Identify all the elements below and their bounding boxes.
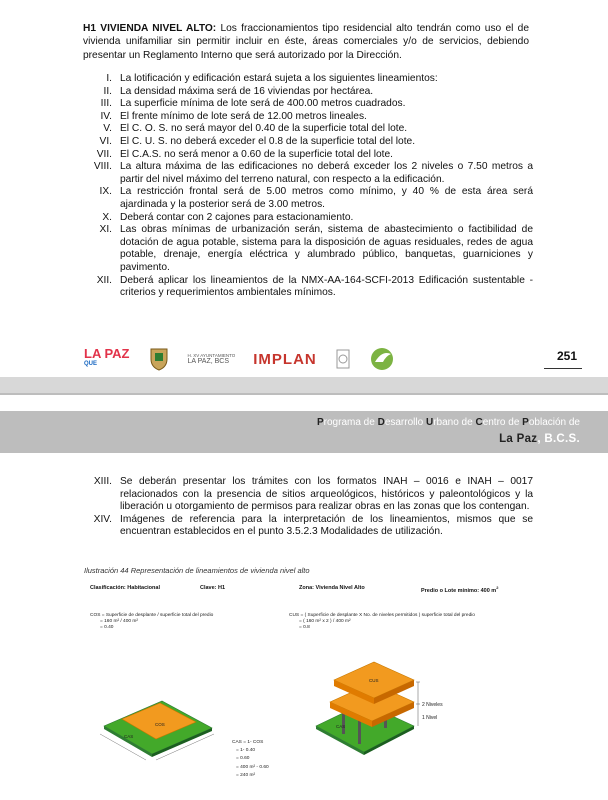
list-item [78,136,533,149]
list-item-number: I. [106,73,112,84]
list-item-number: V. [103,123,112,135]
logo-strip [84,342,399,376]
list-item-number: XIV. [93,513,112,525]
cus-formula: CUS = ( Superficie de desplante X No. de niveles permitidos ) superficie total del predio = ( 160 m² x 2 ) / 400 m² = 0.8 [289,613,475,631]
coat-of-arms-icon [148,347,170,371]
page-252 [0,395,608,800]
page-number: 251 [557,349,578,363]
cos-lot-diagram [100,701,214,760]
label-cas-left: CAS [124,734,134,739]
list-item-text: El C. U. S. no deberá exceder el 0.8 de la superficie total del lote. [120,135,416,147]
guidelines-list [78,73,533,300]
list-item-text: El C. O. S. no será mayor del 0.40 de la superficie total del lote. [120,123,408,135]
list-item-number: IV. [100,110,112,122]
list-item-text: La restricción frontal será de 5.00 metros como mínimo, y 40 % de esta área será ajardinada y la posterior será de 3.00 metros. [120,186,533,210]
list-item-text: Imágenes de referencia para la interpretación de los lineamientos, mismos que se encuentran establecidos en el punto 3.5.2.3 Modalidades de utilización. [120,513,533,538]
label-1-nivel: 1 Nivel [422,715,438,721]
list-item-text: Las obras mínimas de urbanización serán, sistema de abastecimiento o factibilidad de dotación de agua potable, sistema para la disposición de aguas residuales, redes de agua potable, drenaje, energía eléctrica y alumbrado público, banquetas, guarniciones y pavimento. [120,224,533,273]
list-item-text: Deberá aplicar los lineamientos de la NMX-AA-164-SCFI-2013 Edificación sustentable - criterios y requerimientos ambientales mínimos. [120,274,533,299]
list-item-text: Deberá contar con 2 cajones para estacionamiento. [120,211,354,223]
list-item [78,476,533,514]
page-separator [0,377,608,393]
cos-formula: COS = Superficie de desplante / superficie total del predio = 160 m² / 400 m² = 0.40 [90,613,214,631]
list-item-text: La altura máxima de las edificaciones no deberá exceder los 2 niveles o 7.50 metros a partir del nivel máximo del terreno natural, con respecto a la edificación. [120,161,533,185]
list-item-text: La densidad máxima será de 16 viviendas por hectárea. [120,85,374,97]
list-item-number: X. [102,211,112,223]
guidelines-list-continued [78,476,533,539]
list-item-text: Se deberán presentar los trámites con los formatos INAH – 0016 e INAH – 0017 relacionados con la presencia de sitios arqueológicos, históricos y paleontológicos y la liberación u otorgamiento de permisos para realizar obras en las zonas que los contengan. [120,476,533,513]
illustration-key: Clave: H1 [200,585,226,591]
list-item-number: VII. [96,148,112,160]
list-item [78,212,533,225]
illustration-min-lot: Predio o Lote mínimo: 400 $m^2$ [421,585,499,594]
list-item-number: VI. [99,135,112,147]
list-item-number: II. [103,85,112,97]
list-item [78,186,533,211]
illustration-caption: Ilustración 44 Representación de lineamientos de vivienda nivel alto [84,566,310,575]
list-item [78,123,533,136]
list-item [78,275,533,300]
list-item [78,224,533,274]
intro-paragraph [83,22,529,62]
list-item-text: El C.A.S. no será menor a 0.60 de la superficie total del lote. [120,148,393,160]
cas-formula: CAS = 1- COS = 1- 0.40 = 0.60 = 400 m² - 0.60 = 240 m² [232,740,269,778]
list-item [78,111,533,124]
list-item [78,514,533,539]
list-item [78,73,533,86]
label-cas-right: CAS [336,724,346,729]
page-251 [0,0,608,377]
label-cus: CUS [369,678,379,683]
banner-city: La Paz, B.C.S. [499,433,580,445]
la-paz-logo: LA PAZ QUE [84,346,130,367]
environment-logo-icon [369,346,399,372]
implan-logo: IMPLAN [253,350,317,368]
list-item [78,86,533,99]
emblem-icon [335,348,351,370]
page-number-underline [544,368,582,369]
list-item-text: La superficie mínima de lote será de 400.00 metros cuadrados. [120,98,406,110]
intro-text: Los fraccionamientos tipo residencial alto tendrán como uso el de vivienda unifamiliar sin permitir incluir en éste, áreas comerciales y/o de servicios, debiendo presentar un Reglamento Interno que será autorizado por la Dirección. [83,23,530,61]
illustration-zone: Zona: Vivienda Nivel Alto [299,585,365,591]
illustration-44 [84,576,532,798]
cus-building-diagram [316,662,420,755]
list-item-number: IX. [99,186,112,198]
banner-title: Programa de Desarrollo Urbano de Centro de Población de [316,417,580,428]
section-heading: H1 VIVIENDA NIVEL ALTO: [83,23,217,34]
list-item-number: XII. [96,274,112,286]
ayuntamiento-logo: H. XV AYUNTAMIENTO LA PAZ, BCS [187,353,236,365]
list-item [78,98,533,111]
list-item-number: XI. [99,224,112,236]
list-item-text: La lotificación y edificación estará sujeta a los siguientes lineamientos: [120,73,438,84]
illustration-drawing [84,576,532,798]
illustration-classification: Clasificación: Habitacional [90,585,160,591]
program-banner [0,411,608,453]
list-item-number: XIII. [93,476,112,487]
list-item [78,149,533,162]
list-item-text: El frente mínimo de lote será de 12.00 metros lineales. [120,110,367,122]
list-item-number: III. [100,98,112,110]
label-cos: COS [155,722,165,727]
label-2-niveles: 2 Niveles [422,702,443,708]
list-item-number: VIII. [93,161,112,173]
list-item [78,161,533,186]
